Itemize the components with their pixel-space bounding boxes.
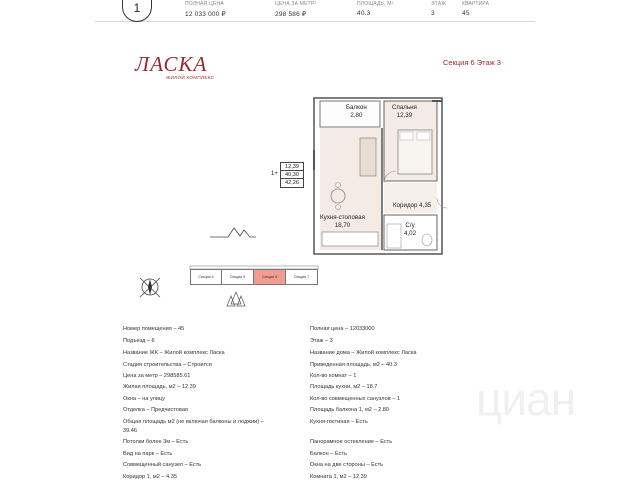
detail-left: Общая площадь м2 (не включая балконы и лоджии) – xyxy=(123,419,264,425)
room-name: Кухня-столовая xyxy=(320,214,365,221)
detail-right: Площадь кухни, м2 – 18.7 xyxy=(310,384,378,390)
detail-right: Приведенная площадь, м2 – 40.3 xyxy=(310,362,397,368)
brand-subtitle: ЖИЛОЙ КОМПЛЕКС xyxy=(166,75,215,80)
total-area-value: 40,30 xyxy=(281,171,303,179)
pillow-icon xyxy=(417,132,430,140)
detail-left: Совмещенный санузел – Есть xyxy=(123,462,202,468)
detail-right: Окна на две стороны – Есть xyxy=(310,462,384,468)
room-area: 18,70 xyxy=(334,222,351,229)
detail-right: Площадь балкона 1, м2 – 2.80 xyxy=(310,407,390,413)
detail-right: Этаж – 3 xyxy=(310,338,333,344)
detail-left: Название ЖК – Жилой комплекс Ласка xyxy=(123,350,225,356)
stat-value: 12 033 000 ₽ xyxy=(185,11,226,18)
room-label-bathroom xyxy=(404,222,416,238)
detail-right: Название дома – Жилой комплекс Ласка xyxy=(310,350,417,356)
room-name: Спальня xyxy=(392,104,417,111)
brand-name: ЛАСКА xyxy=(135,52,208,76)
section-4[interactable]: Секция 4 xyxy=(190,269,222,285)
room-count: 1+ xyxy=(271,171,278,177)
detail-left: 39.46 xyxy=(123,428,137,434)
detail-left: Подъезд – 6 xyxy=(123,338,155,344)
kitchen-counter-icon xyxy=(322,232,378,246)
detail-left: Номер помещения – 45 xyxy=(123,326,185,332)
stat-value: 40.3 xyxy=(357,10,371,17)
room-name: Балкон xyxy=(346,104,367,111)
detail-right: Балкон – Есть xyxy=(310,451,347,457)
cian-watermark: циан xyxy=(476,373,576,425)
room-label-bedroom xyxy=(392,104,417,120)
stat-label: ПОЛНАЯ ЦЕНА xyxy=(185,1,224,7)
room-label-kitchen xyxy=(320,214,365,230)
stat-value: 45 xyxy=(462,10,470,17)
shower-icon xyxy=(387,224,401,248)
compass-icon xyxy=(140,278,160,297)
section-6-active[interactable]: Секция 6 xyxy=(254,269,286,285)
detail-right: Кол-во комнат – 1 xyxy=(310,373,357,379)
room-area: 2,80 xyxy=(350,112,363,119)
apartment-number-badge: 1 xyxy=(122,0,152,22)
detail-left: Стадия строительства – Строится xyxy=(123,362,212,368)
section-selector xyxy=(190,269,318,285)
detail-right: Кол-во совмещенных санузлов – 1 xyxy=(310,396,401,402)
detail-right: Полная цена – 12033000 xyxy=(310,326,375,332)
stat-label: ЭТАЖ xyxy=(431,1,447,7)
detail-right: Кухня-гостиная – Есть xyxy=(310,419,368,425)
trees-icon xyxy=(227,292,245,306)
room-area: 12,39 xyxy=(396,112,413,119)
room-label-balcony xyxy=(346,104,367,120)
stat-label: ПЛОЩАДЬ, М² xyxy=(357,1,394,7)
detail-left: Жилая площадь, м2 – 12.39 xyxy=(123,384,196,390)
living-area-value: 12,39 xyxy=(281,163,303,171)
detail-right: Панорамное остекление – Есть xyxy=(310,439,393,445)
area-with-balcony-value: 42,26 xyxy=(285,180,299,186)
sofa-icon xyxy=(360,138,376,176)
detail-left: Вид на парк – Есть xyxy=(123,451,173,457)
detail-left: Отделка – Предчистовая xyxy=(123,407,188,413)
stat-label: КВАРТИРА xyxy=(462,1,490,7)
toilet-icon xyxy=(422,234,432,246)
stat-value: 3 xyxy=(431,10,435,17)
detail-left: Окна – на улицу xyxy=(123,396,166,402)
detail-right: Комната 1, м2 – 12.39 xyxy=(310,474,367,480)
pillow-icon xyxy=(400,132,413,140)
stat-label: ЦЕНА ЗА МЕТР² xyxy=(275,1,317,7)
detail-left: Коридор 1, м2 – 4.35 xyxy=(123,474,177,480)
area-summary-box xyxy=(280,162,304,188)
stat-value: 298 586 ₽ xyxy=(275,11,307,18)
section-floor-title: Секция 6 Этаж 3 xyxy=(443,58,501,67)
detail-left: Цена за метр – 298585.61 xyxy=(123,373,191,379)
room-name: С/у xyxy=(405,222,415,229)
mountains-icon xyxy=(210,228,256,237)
section-5[interactable]: Секция 5 xyxy=(222,269,254,285)
room-area: 4,02 xyxy=(404,230,417,237)
section-7[interactable]: Секция 7 xyxy=(286,269,318,285)
detail-left: Потолки более 3м – Есть xyxy=(123,439,189,445)
room-label-corridor: Коридор 4,35 xyxy=(393,202,432,209)
